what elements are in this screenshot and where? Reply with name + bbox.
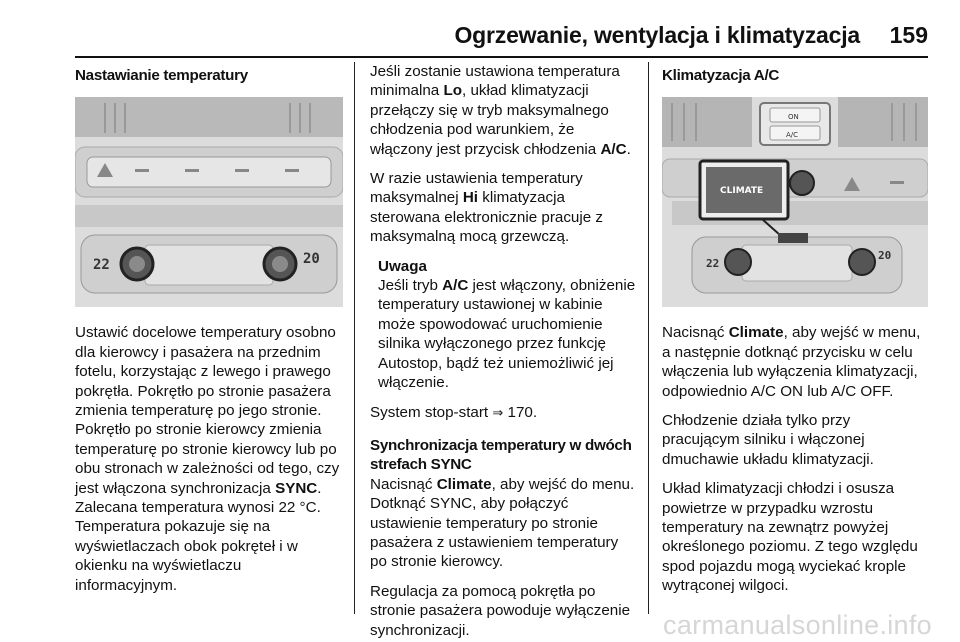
btn-ac-label: A/C — [786, 131, 799, 140]
column-middle — [370, 62, 636, 642]
ac-left-temp-readout: 22 — [706, 257, 720, 271]
paragraph-sync-instructions: Nacisnąć Climate, aby wejść do menu. Dotknąć SYNC, aby połączyć ustawienie temperatury po stronie pasażera z ustawieniem temperatury po stronie kierowcy. — [370, 475, 635, 571]
paragraph-ac-toggle: Nacisnąć Climate, aby wejść w menu, a następnie dotknąć przycisku w celu włączenia lub wyłączenia klimatyzacji, odpowiednio A/C ON lub A/C OFF. — [662, 324, 921, 400]
note-block — [370, 257, 636, 393]
page-header — [0, 0, 960, 52]
header-divider — [75, 56, 928, 58]
note-title: Uwaga — [378, 257, 427, 275]
column-left — [75, 62, 343, 605]
temperature-controls-photo — [75, 97, 343, 307]
paragraph-lo-setting: Jeśli zostanie ustawiona temperatura minimalna Lo, układ klimatyzacji przełączy się w tryb maksymalnego chłodzenia pod warunkiem, że włączony jest przycisk chłodzenia A/C. — [370, 63, 631, 158]
paragraph-dehumidify: Układ klimatyzacji chłodzi i osusza powietrze w przypadku wzrostu temperatury na zewnątrz powyżej określonego poziomu. Z tego względu spod pojazdu mogą wyciekać krople wytrąconej wilgoci. — [662, 480, 918, 595]
paragraph-cooling-condition: Chłodzenie działa tylko przy pracującym silniku i włączonej dmuchawie układu klimatyzacji. — [662, 412, 874, 468]
column-divider-2 — [648, 62, 649, 614]
ac-right-temp-readout: 20 — [878, 249, 892, 263]
chapter-title: Ogrzewanie, wentylacja i klimatyzacja — [454, 22, 860, 48]
section-title-temperature: Nastawianie temperatury — [75, 67, 248, 84]
paragraph-temperature-setting: Ustawić docelowe temperatury osobno dla kierowcy i pasażera na przednim fotelu, korzystając z lewego i prawego pokrętła. Pokrętło po stronie pasażera zmienia temperaturę po jego stronie. Pokrętło po stronie kierowcy zmienia temperaturę po stronie kierowcy lub po obu stronach w zależności od tego, czy jest włączona synchronizacja SYNC. Zalecana temperatura wynosi 22 °C. Temperatura pokazuje się na wyświetlaczach obok pokręteł i w okienku na wyświetlaczu informacyjnym. — [75, 324, 340, 594]
column-right — [662, 62, 928, 606]
page-number: 159 — [889, 22, 928, 48]
paragraph-stop-start-reference: System stop-start ⇒ 170. — [370, 403, 538, 421]
ac-controls-illustration — [662, 97, 928, 307]
page-reference-arrow-icon: ⇒ — [492, 404, 504, 420]
section-title-ac: Klimatyzacja A/C — [662, 67, 780, 84]
watermark: carmanualsonline.info — [663, 610, 932, 640]
climate-button-label: CLIMATE — [720, 186, 764, 197]
note-text: Jeśli tryb A/C jest włączony, obniżenie temperatury ustawionej w kabinie może spowodować uruchomienie silnika wyłączonego przez funkcję Autostop, bądź też uniemożliwić jej włączenie. — [378, 277, 636, 392]
paragraph-sync-disable: Regulacja za pomocą pokrętła po stronie pasażera powoduje wyłączenie synchronizacji. — [370, 582, 631, 639]
temperature-controls-illustration — [75, 97, 343, 307]
section-title-sync: Synchronizacja temperatury w dwóch strefach SYNC — [370, 436, 632, 474]
column-divider-1 — [354, 62, 355, 614]
ac-controls-photo — [662, 97, 928, 307]
btn-on-label: ON — [788, 113, 799, 122]
paragraph-hi-setting: W razie ustawienia temperatury maksymalnej Hi klimatyzacja sterowana elektronicznie pracuje z maksymalną mocą grzewczą. — [370, 170, 603, 246]
left-temp-readout: 22 — [93, 257, 110, 274]
right-temp-readout: 20 — [303, 251, 320, 268]
